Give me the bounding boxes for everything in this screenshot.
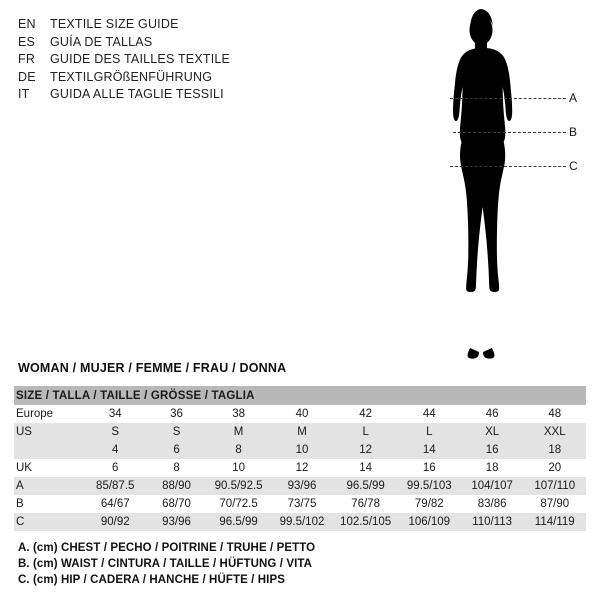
figure-area bbox=[420, 8, 595, 373]
table-row bbox=[14, 513, 586, 531]
cell: 99.5/103 bbox=[398, 477, 461, 495]
cell: 85/87.5 bbox=[84, 477, 146, 495]
table-header-label: SIZE / TALLA / TAILLE / GRÖSSE / TAGLIA bbox=[14, 386, 586, 405]
language-row-fr bbox=[18, 51, 318, 69]
cell: 36 bbox=[146, 405, 206, 423]
row-label: A bbox=[14, 477, 84, 495]
cell: 18 bbox=[461, 459, 524, 477]
cell: XL bbox=[461, 423, 524, 441]
cell: 16 bbox=[398, 459, 461, 477]
cell: 48 bbox=[523, 405, 586, 423]
language-row-en bbox=[18, 16, 318, 34]
cell: L bbox=[398, 423, 461, 441]
row-label: B bbox=[14, 495, 84, 513]
cell: 16 bbox=[461, 441, 524, 459]
measure-line-b bbox=[453, 132, 566, 133]
table-row bbox=[14, 423, 586, 441]
measure-label-a: A bbox=[569, 91, 578, 105]
cell: 90/92 bbox=[84, 513, 146, 531]
cell: 99.5/102 bbox=[270, 513, 333, 531]
section-title: WOMAN / MUJER / FEMME / FRAU / DONNA bbox=[18, 361, 287, 375]
size-table bbox=[14, 386, 586, 531]
cell: 40 bbox=[270, 405, 333, 423]
cell: 46 bbox=[461, 405, 524, 423]
cell: 20 bbox=[523, 459, 586, 477]
table-row bbox=[14, 477, 586, 495]
cell: 8 bbox=[146, 459, 206, 477]
cell: 6 bbox=[146, 441, 206, 459]
cell: 96.5/99 bbox=[207, 513, 271, 531]
measure-line-a bbox=[450, 98, 566, 99]
cell: 10 bbox=[207, 459, 271, 477]
note-chest: A. (cm) CHEST / PECHO / POITRINE / TRUHE / PETTO bbox=[18, 542, 316, 554]
cell: 83/86 bbox=[461, 495, 524, 513]
cell: 12 bbox=[270, 459, 333, 477]
cell: 79/82 bbox=[398, 495, 461, 513]
cell: 14 bbox=[334, 459, 398, 477]
measurement-notes bbox=[18, 540, 578, 588]
table-row bbox=[14, 495, 586, 513]
cell: S bbox=[84, 423, 146, 441]
language-title: GUIDE DES TAILLES TEXTILE bbox=[50, 52, 231, 66]
language-row-it bbox=[18, 86, 318, 104]
language-title: GUÍA DE TALLAS bbox=[50, 34, 153, 49]
cell: 68/70 bbox=[146, 495, 206, 513]
cell: 107/110 bbox=[523, 477, 586, 495]
row-label: UK bbox=[14, 459, 84, 477]
cell: 88/90 bbox=[146, 477, 206, 495]
cell: L bbox=[334, 423, 398, 441]
row-label: C bbox=[14, 513, 84, 531]
cell: M bbox=[207, 423, 271, 441]
cell: 6 bbox=[84, 459, 146, 477]
language-row-es bbox=[18, 34, 318, 52]
cell: 114/119 bbox=[523, 513, 586, 531]
cell: 4 bbox=[84, 441, 146, 459]
measure-label-b: B bbox=[569, 125, 578, 139]
note-hip: C. (cm) HIP / CADERA / HANCHE / HÜFTE / HIPS bbox=[18, 574, 286, 586]
cell: 12 bbox=[334, 441, 398, 459]
cell: 70/72.5 bbox=[207, 495, 271, 513]
cell: 102.5/105 bbox=[334, 513, 398, 531]
cell: 42 bbox=[334, 405, 398, 423]
female-silhouette-icon bbox=[420, 8, 595, 373]
cell: 44 bbox=[398, 405, 461, 423]
language-title: TEXTILE SIZE GUIDE bbox=[50, 17, 179, 31]
language-title: TEXTILGRÖßENFÜHRUNG bbox=[50, 69, 213, 84]
cell: 64/67 bbox=[84, 495, 146, 513]
note-waist: B. (cm) WAIST / CINTURA / TAILLE / HÜFTUNG / VITA bbox=[18, 558, 313, 570]
cell: S bbox=[146, 423, 206, 441]
table-header-row bbox=[14, 386, 586, 405]
cell: 110/113 bbox=[461, 513, 524, 531]
language-title: GUIDA ALLE TAGLIE TESSILI bbox=[50, 87, 224, 101]
language-code: DE bbox=[18, 69, 36, 84]
cell: 14 bbox=[398, 441, 461, 459]
measure-line-c bbox=[450, 166, 566, 167]
cell: 90.5/92.5 bbox=[207, 477, 271, 495]
cell: 93/96 bbox=[146, 513, 206, 531]
cell: 73/75 bbox=[270, 495, 333, 513]
table-row bbox=[14, 459, 586, 477]
language-code: EN bbox=[18, 17, 36, 31]
measure-label-c: C bbox=[569, 159, 578, 173]
language-code: ES bbox=[18, 34, 36, 49]
row-label: Europe bbox=[14, 405, 84, 423]
cell: 76/78 bbox=[334, 495, 398, 513]
cell: 96.5/99 bbox=[334, 477, 398, 495]
cell: 104/107 bbox=[461, 477, 524, 495]
row-label bbox=[14, 441, 84, 459]
cell: 38 bbox=[207, 405, 271, 423]
language-list bbox=[18, 16, 318, 104]
cell: 10 bbox=[270, 441, 333, 459]
cell: 87/90 bbox=[523, 495, 586, 513]
cell: 93/96 bbox=[270, 477, 333, 495]
cell: M bbox=[270, 423, 333, 441]
cell: 34 bbox=[84, 405, 146, 423]
language-code: IT bbox=[18, 87, 30, 101]
language-row-de bbox=[18, 69, 318, 87]
cell: 106/109 bbox=[398, 513, 461, 531]
size-table-wrap bbox=[14, 386, 586, 531]
cell: XXL bbox=[523, 423, 586, 441]
cell: 18 bbox=[523, 441, 586, 459]
row-label: US bbox=[14, 423, 84, 441]
language-code: FR bbox=[18, 52, 36, 66]
table-row bbox=[14, 441, 586, 459]
cell: 8 bbox=[207, 441, 271, 459]
table-row bbox=[14, 405, 586, 423]
